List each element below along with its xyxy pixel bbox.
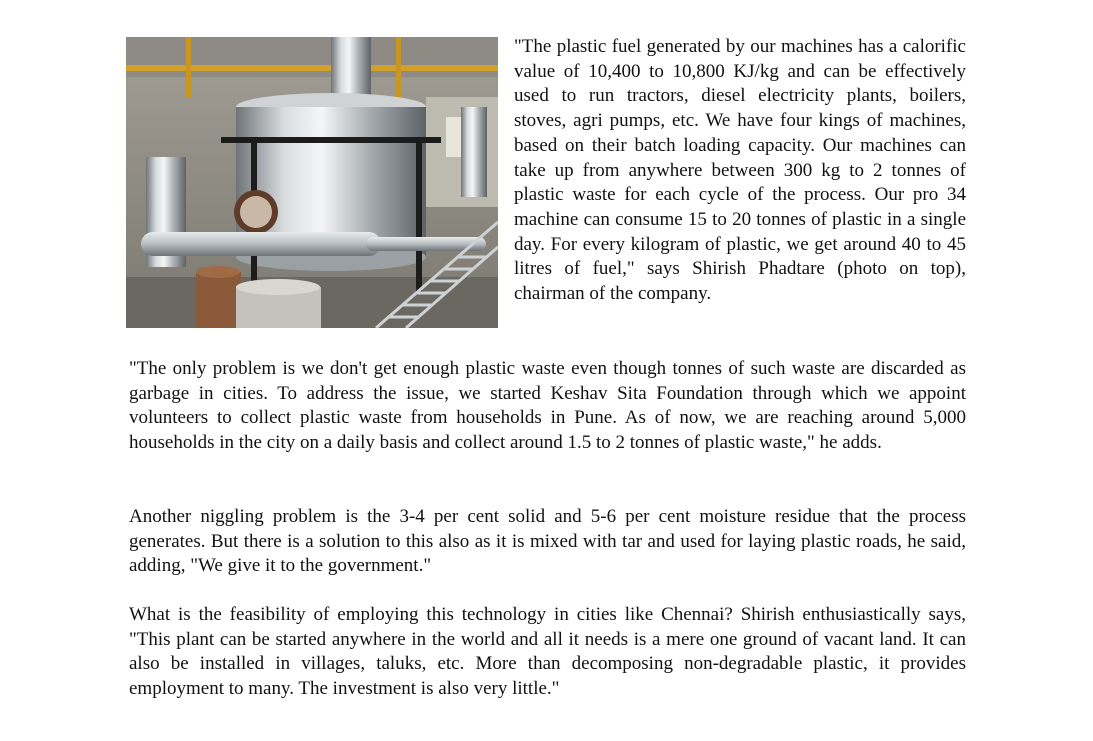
- article-paragraph: "The only problem is we don't get enough plastic waste even though tonnes of such waste are discarded as garbage in cities. To address the issue, we started Keshav Sita Foundation through which we appoint volunteers to collect plastic waste from households in Pune. As of now, we are reaching around 5,000 households in the city on a daily basis and collect around 1.5 to 2 tonnes of plastic waste," he adds.: [129, 358, 966, 454]
- plant-machinery-image: [126, 37, 498, 328]
- article-paragraph: Another niggling problem is the 3-4 per cent solid and 5-6 per cent moisture residue that the process generates. But there is a solution to this also as it is mixed with tar and used for laying plastic roads, he said, adding, "We give it to the government.": [129, 506, 966, 577]
- article-paragraph: "The plastic fuel generated by our machines has a calorific value of 10,400 to 10,800 KJ/kg and can be effectively used to run tractors, diesel electricity plants, boilers, stoves, agri pumps, etc. We have four kings of machines, based on their batch loading capacity. Our machines can take up from anywhere between 300 kg to 2 tonnes of plastic waste for each cycle of the process. Our pro 34 machine can consume 15 to 20 tonnes of plastic in a single day. For every kilogram of plastic, we get around 40 to 45 litres of fuel," says Shirish Phadtare (photo on top), chairman of the company.: [514, 36, 966, 305]
- plant-machinery-photo: [126, 37, 498, 328]
- article-paragraph: What is the feasibility of employing this technology in cities like Chennai? Shirish enthusiastically says, "This plant can be started anywhere in the world and all it needs is a mere one ground of vacant land. It can also be installed in villages, taluks, etc. More than decomposing non-degradable plastic, it provides employment to many. The investment is also very little.": [129, 604, 966, 700]
